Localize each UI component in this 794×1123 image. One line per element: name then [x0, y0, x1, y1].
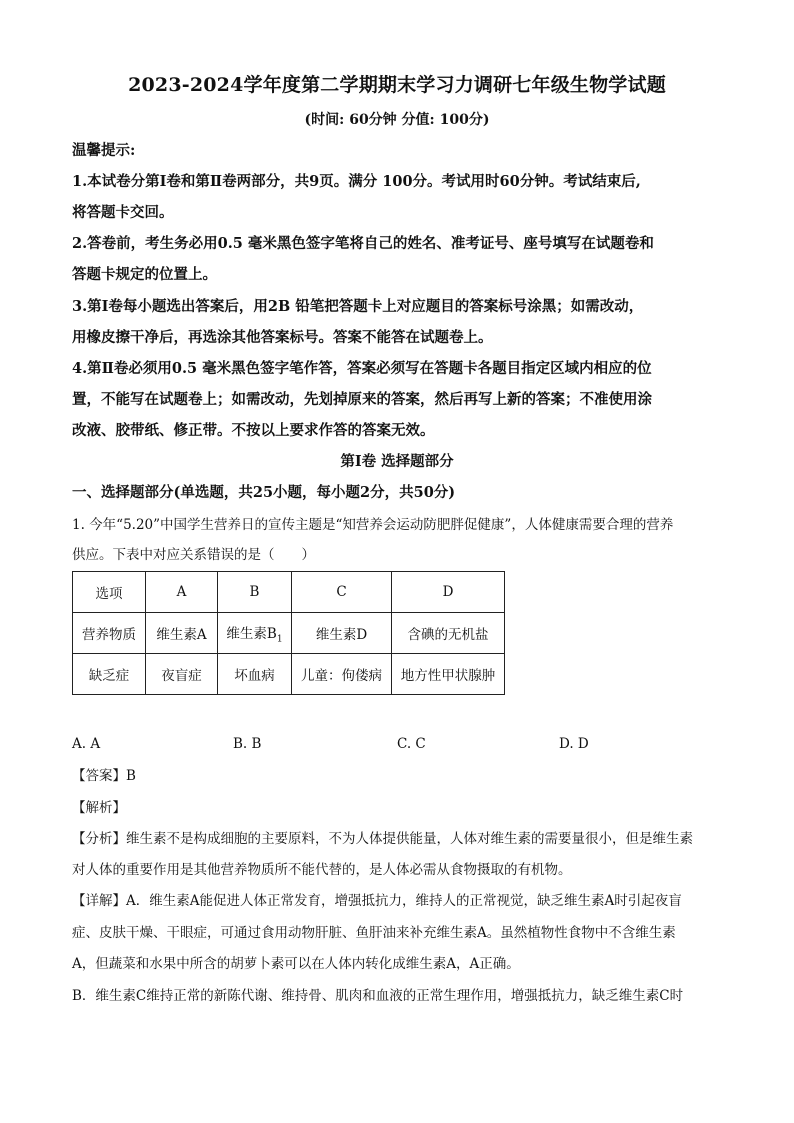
- cell-text: 维生素B: [226, 625, 277, 642]
- notice-line: 2.答卷前，考生务必用0.5 毫米黑色签字笔将自己的姓名、准考证号、座号填写在试题卷和: [72, 235, 654, 252]
- notice-line: 1.本试卷分第Ⅰ卷和第Ⅱ卷两部分，共9页。满分 100分。考试用时60分钟。考试结束后,: [72, 173, 641, 190]
- table-cell-vitamin-b1: [218, 613, 292, 654]
- table-cell: 缺乏症: [73, 654, 146, 695]
- analysis-line: 【详解】A．维生素A能促进人体正常发育，增强抵抗力，维持人的正常视觉，缺乏维生素A时引起夜盲: [72, 893, 682, 909]
- table-row: [73, 572, 505, 613]
- table-cell: 儿童：佝偻病: [292, 654, 392, 695]
- table-cell: 维生素A: [146, 613, 218, 654]
- table-cell: 夜盲症: [146, 654, 218, 695]
- analysis-line: B．维生素C维持正常的新陈代谢、维持骨、肌肉和血液的正常生理作用，增强抵抗力，缺乏维生素C时: [72, 988, 684, 1004]
- subscript: 1: [276, 634, 283, 645]
- analysis-line: 【分析】维生素不是构成细胞的主要原料，不为人体提供能量，人体对维生素的需要量很小，但是维生素: [72, 831, 693, 847]
- table-cell: 地方性甲状腺肿: [392, 654, 505, 695]
- table-cell: 营养物质: [73, 613, 146, 654]
- table-cell: 选项: [73, 572, 146, 613]
- notice-line: 用橡皮擦干净后，再选涂其他答案标号。答案不能答在试题卷上。: [72, 329, 493, 346]
- analysis-line: A，但蔬菜和水果中所含的胡萝卜素可以在人体内转化成维生素A，A正确。: [72, 956, 520, 972]
- notice-line: 3.第Ⅰ卷每小题选出答案后，用2B 铅笔把答题卡上对应题目的答案标号涂黑；如需改动，: [72, 298, 644, 315]
- analysis-line: 对人体的重要作用是其他营养物质所不能代替的，是人体必需从食物摄取的有机物。: [72, 862, 572, 878]
- choice-c: C. C: [397, 736, 426, 752]
- choice-a: A. A: [72, 736, 101, 752]
- table-cell: 维生素D: [292, 613, 392, 654]
- part-title: 第Ⅰ卷 选择题部分: [340, 453, 454, 470]
- notice-line: 答题卡规定的位置上。: [72, 266, 217, 283]
- question-stem: 供应。下表中对应关系错误的是（ ）: [72, 547, 315, 563]
- analysis-line: 症、皮肤干燥、干眼症，可通过食用动物肝脏、鱼肝油来补充维生素A。虽然植物性食物中不含维生素: [72, 925, 676, 941]
- notice-heading: 温馨提示:: [72, 142, 136, 159]
- table-cell: A: [146, 572, 218, 613]
- table-row: [73, 654, 505, 695]
- analysis-label: 【解析】: [72, 800, 126, 816]
- table-cell: 含碘的无机盐: [392, 613, 505, 654]
- table-cell: B: [218, 572, 292, 613]
- answer-label: 【答案】B: [72, 768, 136, 784]
- table-row: [73, 613, 505, 654]
- notice-line: 改液、胶带纸、修正带。不按以上要求作答的答案无效。: [72, 422, 435, 439]
- notice-line: 置，不能写在试题卷上；如需改动，先划掉原来的答案，然后再写上新的答案；不准使用涂: [72, 391, 652, 408]
- table-cell: D: [392, 572, 505, 613]
- notice-line: 4.第Ⅱ卷必须用0.5 毫米黑色签字笔作答，答案必须写在答题卡各题目指定区域内相应的位: [72, 360, 652, 377]
- options-table: [72, 571, 505, 695]
- exam-title: 2023-2024学年度第二学期期末学习力调研七年级生物学试题: [128, 74, 666, 96]
- section-heading: 一、选择题部分(单选题，共25小题，每小题2分，共50分): [72, 484, 456, 501]
- choice-d: D. D: [559, 736, 589, 752]
- choice-b: B. B: [233, 736, 262, 752]
- question-stem: 1. 今年“5.20”中国学生营养日的宣传主题是“知营养会运动防肥胖促健康”，人体健康需要合理的营养: [72, 517, 674, 533]
- table-cell: C: [292, 572, 392, 613]
- notice-line: 将答题卡交回。: [72, 204, 174, 221]
- table-cell: 坏血病: [218, 654, 292, 695]
- exam-subtitle: (时间: 60分钟 分值: 100分): [304, 112, 490, 128]
